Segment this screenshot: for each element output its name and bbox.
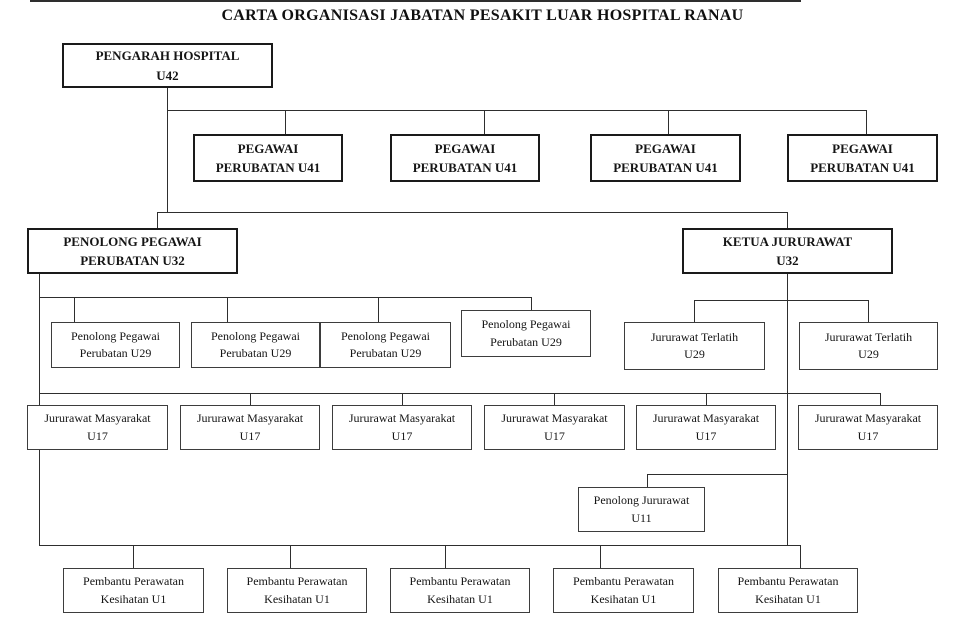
connector-line (285, 110, 286, 135)
connector-line (868, 300, 869, 324)
org-node-title-line: Jururawat Masyarakat (348, 411, 456, 426)
org-node-penolong-pegawai-perubatan-u29-3 (320, 322, 451, 368)
connector-line (694, 300, 695, 324)
org-node-jururawat-masyarakat-5 (636, 405, 776, 450)
org-node-jururawat-masyarakat-3 (332, 405, 472, 450)
org-node-grade-line: U17 (695, 428, 717, 443)
chart-title: CARTA ORGANISASI JABATAN PESAKIT LUAR HOSPITAL RANAU (221, 7, 744, 24)
org-node-grade-line: PERUBATAN U41 (810, 160, 915, 175)
org-node-grade-line: U17 (87, 428, 108, 443)
org-node-pegawai-perubatan-4 (787, 134, 938, 182)
org-node-title-line: PEGAWAI (434, 140, 496, 156)
org-node-grade-line: Kesihatan U1 (755, 591, 821, 606)
connector-line (787, 212, 788, 229)
org-node-grade-line: U17 (857, 428, 879, 443)
org-node-ketua-jururawat-u32 (682, 228, 893, 274)
connector-line (800, 545, 801, 569)
connector-line (484, 110, 485, 135)
org-node-grade-line: Perubatan U29 (219, 346, 292, 360)
org-node-title-line: PEGAWAI (237, 140, 299, 156)
org-node-grade-line: Perubatan U29 (349, 346, 422, 360)
org-node-title-line: PEGAWAI (635, 140, 696, 156)
org-node-pegawai-perubatan-3 (590, 134, 741, 182)
org-node-grade-line: Kesihatan U1 (427, 591, 493, 606)
connector-line (39, 297, 532, 298)
org-node-pengarah-hospital (62, 43, 273, 88)
org-node-jururawat-masyarakat-1 (27, 405, 168, 450)
connector-line (694, 300, 869, 301)
org-node-grade-line: Kesihatan U1 (100, 591, 167, 606)
connector-line (157, 212, 788, 213)
connector-line (378, 297, 379, 324)
org-node-title-line: Penolong Pegawai (481, 317, 571, 332)
org-node-title-line: Penolong Jururawat (593, 493, 690, 508)
org-node-grade-line: U32 (776, 253, 799, 268)
org-node-grade-line: Perubatan U29 (490, 334, 562, 349)
org-node-grade-line: U17 (544, 428, 565, 443)
org-node-grade-line: U17 (239, 428, 261, 443)
connector-line (866, 110, 867, 135)
org-node-pembantu-perawatan-kesihatan-5 (718, 568, 858, 613)
org-node-jururawat-masyarakat-6 (798, 405, 938, 450)
org-node-title-line: Penolong Pegawai (341, 328, 430, 343)
org-node-pembantu-perawatan-kesihatan-2 (227, 568, 367, 613)
connector-line (290, 545, 291, 569)
org-node-jururawat-terlatih-2 (799, 322, 938, 370)
org-node-pegawai-perubatan-1 (193, 134, 343, 182)
org-node-pembantu-perawatan-kesihatan-1 (63, 568, 204, 613)
org-node-title-line: Jururawat Masyarakat (196, 411, 304, 426)
connector-line (167, 88, 168, 213)
org-node-jururawat-masyarakat-2 (180, 405, 320, 450)
connector-line (39, 545, 801, 546)
org-node-penolong-pegawai-perubatan-u29-1 (51, 322, 180, 368)
org-node-title-line: Pembantu Perawatan (409, 574, 511, 589)
org-node-grade-line: Kesihatan U1 (264, 591, 330, 606)
org-node-pembantu-perawatan-kesihatan-4 (553, 568, 694, 613)
org-node-grade-line: U42 (156, 67, 179, 83)
connector-line (600, 545, 601, 569)
connector-line (647, 474, 788, 475)
connector-line (668, 110, 669, 135)
org-node-title-line: PENGARAH HOSPITAL (95, 48, 240, 63)
org-node-grade-line: U17 (391, 428, 413, 443)
org-node-jururawat-terlatih-1 (624, 322, 765, 370)
org-node-pembantu-perawatan-kesihatan-3 (390, 568, 530, 613)
connector-line (74, 297, 75, 324)
org-node-grade-line: Perubatan U29 (79, 346, 152, 360)
org-node-title-line: Penolong Pegawai (71, 328, 160, 343)
org-node-penolong-jururawat (578, 487, 705, 532)
org-node-penolong-pegawai-perubatan-u29-4 (461, 310, 591, 357)
org-node-grade-line: Kesihatan U1 (590, 591, 657, 606)
org-node-title-line: Jururawat Masyarakat (501, 411, 608, 426)
org-node-grade-line: U11 (631, 510, 652, 525)
org-node-grade-line: U29 (858, 347, 879, 361)
org-node-title-line: Pembantu Perawatan (737, 574, 839, 589)
org-node-penolong-pegawai-perubatan-u29-2 (191, 322, 320, 368)
org-node-title-line: Penolong Pegawai (211, 328, 300, 343)
org-node-pegawai-perubatan-2 (390, 134, 540, 182)
org-node-grade-line: PERUBATAN U41 (613, 160, 718, 175)
org-node-title-line: Jururawat Terlatih (824, 329, 913, 344)
org-node-grade-line: PERUBATAN U41 (412, 160, 518, 175)
org-node-title-line: PEGAWAI (832, 140, 893, 156)
org-node-grade-line: PERUBATAN U32 (80, 253, 185, 268)
org-node-penolong-pegawai-perubatan-u32 (27, 228, 238, 274)
org-node-jururawat-masyarakat-4 (484, 405, 625, 450)
connector-line (647, 474, 648, 488)
org-node-title-line: PENOLONG PEGAWAI (63, 233, 202, 249)
org-node-title-line: Jururawat Masyarakat (814, 411, 922, 426)
connector-line (30, 0, 801, 2)
org-node-grade-line: PERUBATAN U41 (215, 160, 321, 175)
org-node-title-line: Jururawat Masyarakat (44, 411, 151, 426)
org-node-title-line: KETUA JURURAWAT (722, 233, 853, 249)
org-node-title-line: Jururawat Masyarakat (652, 411, 760, 426)
org-node-title-line: Jururawat Terlatih (650, 329, 739, 344)
org-node-title-line: Pembantu Perawatan (246, 574, 348, 589)
org-node-title-line: Pembantu Perawatan (573, 574, 674, 589)
connector-line (133, 545, 134, 569)
connector-line (445, 545, 446, 569)
connector-line (227, 297, 228, 324)
org-node-title-line: Pembantu Perawatan (83, 574, 184, 589)
connector-line (787, 274, 788, 546)
connector-line (39, 393, 881, 394)
org-node-grade-line: U29 (684, 347, 705, 361)
connector-line (167, 110, 867, 111)
connector-line (157, 212, 158, 229)
